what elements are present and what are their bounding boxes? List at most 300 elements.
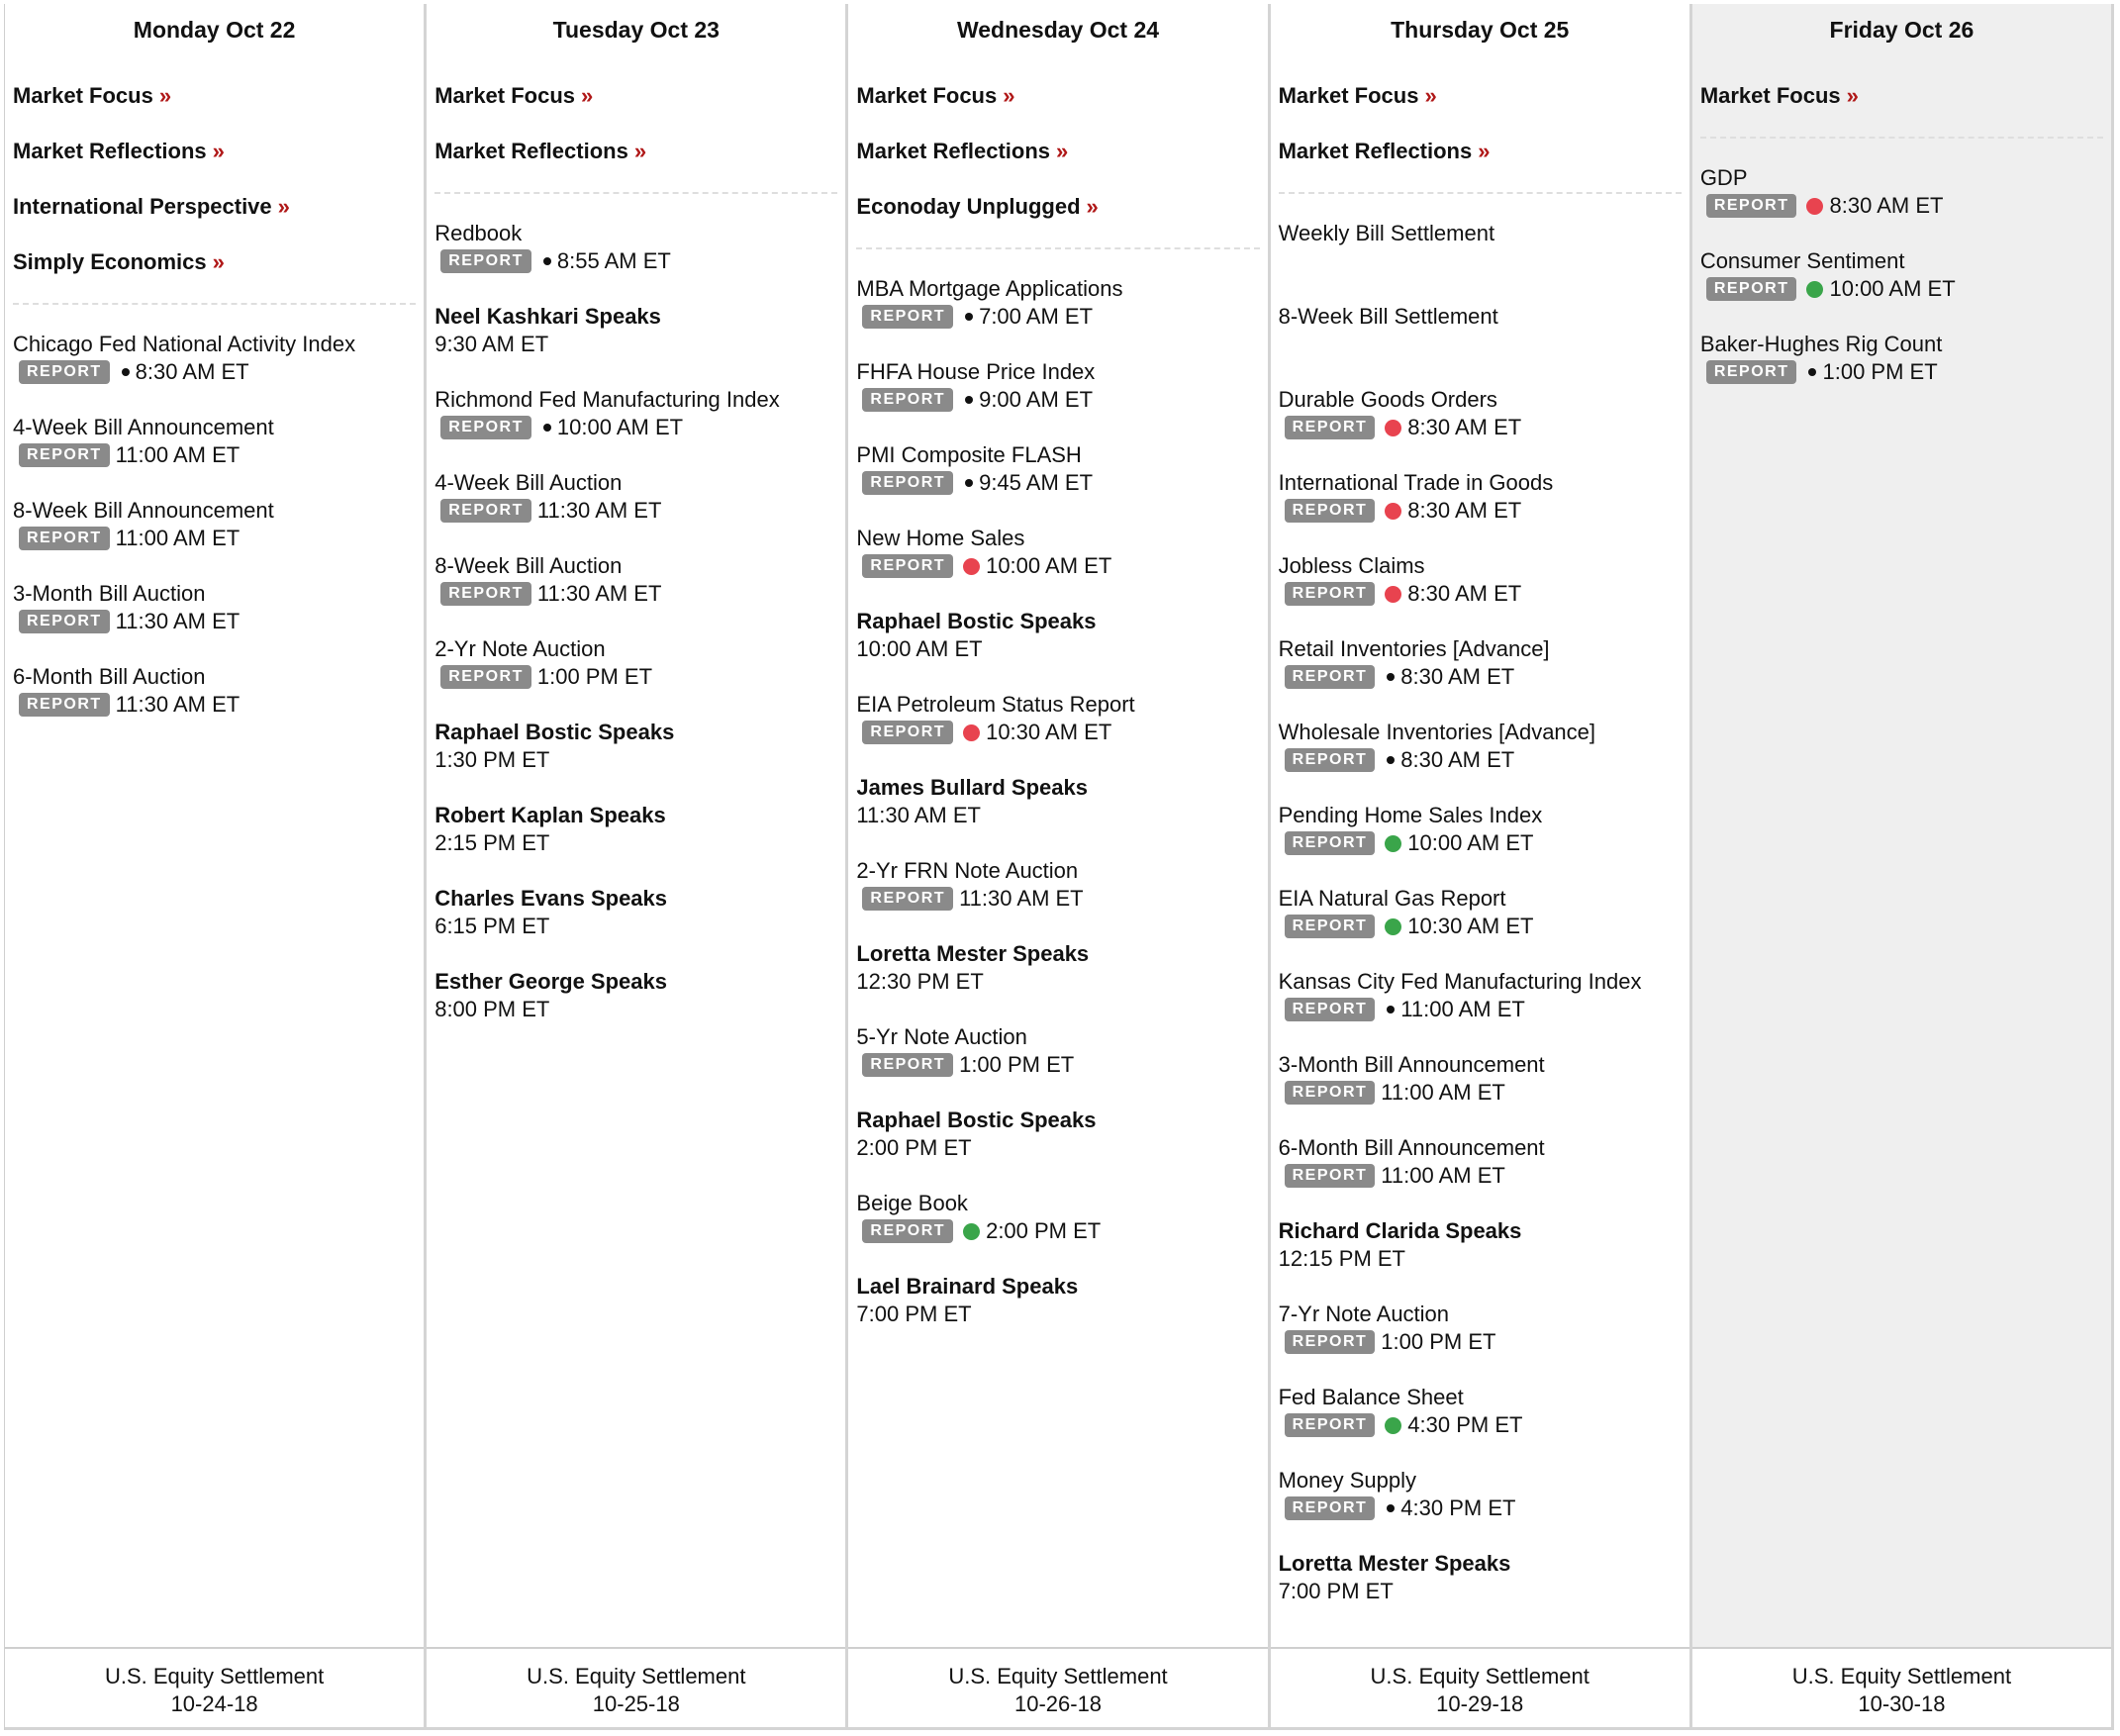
report-badge[interactable]: REPORT: [440, 499, 531, 523]
double-chevron-right-icon: »: [581, 83, 594, 108]
event-title[interactable]: 2-Yr Note Auction: [434, 636, 606, 661]
event-time: 10:00 AM ET: [1407, 830, 1534, 855]
commentary-link-label: Market Focus: [13, 83, 153, 108]
event-time: 2:00 PM ET: [986, 1218, 1102, 1243]
settlement-footer: [427, 1647, 845, 1727]
report-badge[interactable]: REPORT: [1285, 499, 1376, 523]
report-badge[interactable]: REPORT: [1285, 1496, 1376, 1520]
event-title[interactable]: Baker-Hughes Rig Count: [1699, 332, 1943, 356]
calendar-event: [1279, 1134, 1682, 1217]
event-title[interactable]: International Trade in Goods: [1278, 470, 1554, 495]
calendar-event: [1700, 331, 2103, 414]
settlement-date: 10-26-18: [1013, 1691, 1103, 1716]
black-dot-icon: [543, 257, 551, 265]
commentary-link-label: Simply Economics: [13, 249, 207, 274]
report-badge[interactable]: REPORT: [862, 1219, 953, 1243]
speaker-event: [1279, 1217, 1682, 1301]
report-badge[interactable]: REPORT: [440, 416, 531, 439]
report-badge[interactable]: REPORT: [1285, 665, 1376, 689]
event-title: Loretta Mester Speaks: [1278, 1551, 1511, 1576]
report-badge[interactable]: REPORT: [1285, 998, 1376, 1021]
calendar-event: [1279, 220, 1682, 303]
green-dot-icon: [1385, 1417, 1401, 1434]
event-time: 10:30 AM ET: [1407, 914, 1534, 938]
event-title: Robert Kaplan Speaks: [434, 803, 666, 827]
red-dot-icon: [1385, 586, 1401, 603]
event-title[interactable]: Jobless Claims: [1278, 553, 1425, 578]
report-badge[interactable]: REPORT: [862, 554, 953, 578]
day-column: [1692, 4, 2114, 1730]
settlement-footer: [5, 1647, 424, 1727]
speaker-event: [434, 303, 837, 386]
report-badge[interactable]: REPORT: [19, 443, 110, 467]
report-badge[interactable]: REPORT: [1285, 582, 1376, 606]
day-column: [1271, 4, 1692, 1730]
event-time: 11:30 AM ET: [536, 581, 662, 606]
speaker-event: [856, 608, 1259, 691]
event-time: 8:30 AM ET: [1407, 581, 1522, 606]
event-meta: [856, 469, 1259, 497]
calendar-event: [1279, 552, 1682, 635]
event-title[interactable]: Chicago Fed National Activity Index: [13, 332, 356, 356]
event-time: 11:30 AM ET: [856, 803, 981, 827]
calendar-event: [1279, 1301, 1682, 1384]
event-title[interactable]: 5-Yr Note Auction: [856, 1024, 1027, 1049]
commentary-link[interactable]: [13, 249, 416, 305]
event-time: 8:30 AM ET: [1400, 664, 1515, 689]
event-title[interactable]: 8-Week Bill Announcement: [13, 498, 274, 523]
event-time: 6:15 PM ET: [434, 914, 550, 938]
settlement-label: U.S. Equity Settlement: [1791, 1664, 2012, 1688]
commentary-link-label: Market Reflections: [856, 139, 1051, 163]
double-chevron-right-icon: »: [1424, 83, 1437, 108]
event-time: 1:00 PM ET: [1822, 359, 1938, 384]
double-chevron-right-icon: »: [1086, 194, 1099, 219]
report-badge[interactable]: REPORT: [862, 471, 953, 495]
commentary-link-label: Market Focus: [1278, 83, 1419, 108]
report-badge[interactable]: REPORT: [1285, 915, 1376, 938]
commentary-link[interactable]: [856, 139, 1259, 194]
report-badge[interactable]: REPORT: [1285, 1164, 1376, 1188]
speaker-event: [434, 802, 837, 885]
settlement-date: 10-24-18: [170, 1691, 258, 1716]
event-time: 4:30 PM ET: [1400, 1495, 1516, 1520]
event-time: 9:00 AM ET: [979, 387, 1094, 412]
commentary-link[interactable]: [856, 83, 1259, 139]
event-meta: [856, 802, 1259, 829]
event-title: Charles Evans Speaks: [434, 886, 668, 911]
double-chevron-right-icon: »: [1478, 139, 1491, 163]
event-time: 9:30 AM ET: [434, 332, 549, 356]
event-meta: [1279, 663, 1682, 691]
event-title[interactable]: Retail Inventories [Advance]: [1278, 636, 1550, 661]
event-meta: [434, 996, 837, 1023]
event-title[interactable]: MBA Mortgage Applications: [856, 276, 1123, 301]
event-meta: [434, 913, 837, 940]
speaker-event: [856, 1107, 1259, 1190]
event-title[interactable]: EIA Petroleum Status Report: [856, 692, 1135, 717]
event-meta: [13, 525, 416, 552]
day-column: [5, 4, 427, 1730]
event-title[interactable]: 2-Yr FRN Note Auction: [856, 858, 1079, 883]
speaker-event: [1279, 1550, 1682, 1633]
event-meta: [434, 247, 837, 275]
event-meta: [13, 691, 416, 719]
commentary-links: [434, 83, 837, 194]
event-title[interactable]: EIA Natural Gas Report: [1278, 886, 1506, 911]
calendar-event: [856, 1023, 1259, 1107]
econoday-calendar: [4, 4, 2114, 1730]
event-meta: [434, 663, 837, 691]
report-badge[interactable]: REPORT: [19, 360, 110, 384]
event-title[interactable]: Durable Goods Orders: [1278, 387, 1497, 412]
report-badge[interactable]: REPORT: [862, 721, 953, 744]
event-title[interactable]: Redbook: [434, 221, 523, 245]
speaker-event: [434, 885, 837, 968]
day-header: Friday Oct 26: [1829, 17, 1975, 43]
event-meta: [1700, 358, 2103, 386]
event-time: 2:15 PM ET: [434, 830, 550, 855]
event-title: Neel Kashkari Speaks: [434, 304, 661, 329]
event-time: 10:30 AM ET: [986, 720, 1112, 744]
commentary-link-label: Market Reflections: [13, 139, 207, 163]
commentary-link[interactable]: [13, 194, 416, 249]
settlement-footer: [848, 1647, 1267, 1727]
event-title[interactable]: Money Supply: [1278, 1468, 1417, 1493]
green-dot-icon: [963, 1223, 980, 1240]
event-time: 8:00 PM ET: [434, 997, 550, 1021]
commentary-link[interactable]: [434, 83, 837, 139]
commentary-link-label: Market Focus: [1699, 83, 1841, 108]
calendar-event: [1279, 386, 1682, 469]
event-meta: [1279, 996, 1682, 1023]
event-meta: [856, 1301, 1259, 1328]
report-badge[interactable]: REPORT: [862, 887, 953, 911]
commentary-links: [13, 83, 416, 305]
event-time: 7:00 AM ET: [979, 304, 1094, 329]
commentary-link[interactable]: [13, 139, 416, 194]
event-time: 12:30 PM ET: [856, 969, 984, 994]
event-time: 11:30 AM ET: [959, 886, 1084, 911]
speaker-event: [434, 719, 837, 802]
event-time: 4:30 PM ET: [1407, 1412, 1523, 1437]
settlement-date: 10-25-18: [592, 1691, 680, 1716]
event-title[interactable]: 4-Week Bill Auction: [434, 470, 623, 495]
event-title: Lael Brainard Speaks: [856, 1274, 1079, 1299]
event-title[interactable]: Wholesale Inventories [Advance]: [1278, 720, 1596, 744]
event-meta: [1700, 192, 2103, 220]
event-time: 8:30 AM ET: [1829, 193, 1944, 218]
calendar-event: [13, 663, 416, 746]
event-title: Esther George Speaks: [434, 969, 667, 994]
event-meta: [1279, 746, 1682, 774]
event-time: 1:00 PM ET: [959, 1052, 1075, 1077]
commentary-links: [856, 83, 1259, 249]
report-badge[interactable]: REPORT: [1285, 748, 1376, 772]
commentary-link[interactable]: [1279, 83, 1682, 139]
commentary-links: [1700, 83, 2103, 139]
event-meta: [1279, 1245, 1682, 1273]
event-meta: [434, 497, 837, 525]
event-meta: [434, 331, 837, 358]
double-chevron-right-icon: »: [1056, 139, 1069, 163]
green-dot-icon: [1385, 918, 1401, 935]
calendar-event: [13, 497, 416, 580]
commentary-link-label: Market Focus: [434, 83, 576, 108]
event-title[interactable]: Weekly Bill Settlement: [1278, 221, 1495, 245]
commentary-link[interactable]: [1700, 83, 2103, 139]
settlement-date: 10-29-18: [1436, 1691, 1524, 1716]
calendar-event: [1279, 469, 1682, 552]
event-time: 11:00 AM ET: [1400, 997, 1525, 1021]
section-divider: [434, 192, 837, 220]
red-dot-icon: [963, 558, 980, 575]
black-dot-icon: [1808, 368, 1816, 376]
event-title[interactable]: FHFA House Price Index: [856, 359, 1096, 384]
event-meta: [434, 746, 837, 774]
event-meta: [1700, 275, 2103, 303]
event-time: 8:30 AM ET: [1400, 747, 1515, 772]
event-time: 8:55 AM ET: [556, 248, 671, 273]
event-meta: [856, 552, 1259, 580]
settlement-label: U.S. Equity Settlement: [527, 1664, 746, 1688]
commentary-link-label: Market Focus: [856, 83, 998, 108]
calendar-event: [1279, 1384, 1682, 1467]
black-dot-icon: [1387, 1006, 1395, 1013]
settlement-label: U.S. Equity Settlement: [948, 1664, 1168, 1688]
event-meta: [856, 1134, 1259, 1162]
report-badge[interactable]: REPORT: [19, 527, 110, 550]
commentary-link-label: Market Reflections: [434, 139, 628, 163]
calendar-event: [1279, 885, 1682, 968]
commentary-link[interactable]: [434, 139, 837, 194]
report-badge[interactable]: REPORT: [1285, 1330, 1376, 1354]
event-title: Raphael Bostic Speaks: [434, 720, 675, 744]
report-badge[interactable]: REPORT: [862, 305, 953, 329]
day-body: [848, 83, 1267, 1356]
event-title[interactable]: 8-Week Bill Auction: [434, 553, 623, 578]
event-title[interactable]: 6-Month Bill Announcement: [1278, 1135, 1545, 1160]
day-body: [1692, 83, 2111, 414]
event-title: Raphael Bostic Speaks: [856, 609, 1097, 633]
event-time: 8:30 AM ET: [1407, 498, 1522, 523]
red-dot-icon: [963, 724, 980, 741]
event-title: Richard Clarida Speaks: [1278, 1218, 1522, 1243]
day-header: Wednesday Oct 24: [956, 17, 1160, 43]
event-meta: [1279, 580, 1682, 608]
event-meta: [856, 719, 1259, 746]
event-title[interactable]: 3-Month Bill Announcement: [1278, 1052, 1545, 1077]
report-badge[interactable]: REPORT: [1285, 1413, 1376, 1437]
settlement-label: U.S. Equity Settlement: [104, 1664, 325, 1688]
green-dot-icon: [1806, 281, 1823, 298]
event-title[interactable]: 3-Month Bill Auction: [13, 581, 206, 606]
calendar-event: [1700, 247, 2103, 331]
report-badge[interactable]: REPORT: [440, 249, 531, 273]
event-title[interactable]: 8-Week Bill Settlement: [1278, 304, 1498, 329]
event-meta: [856, 885, 1259, 913]
event-meta: [1279, 414, 1682, 441]
event-time: 10:00 AM ET: [1829, 276, 1956, 301]
event-title[interactable]: 4-Week Bill Announcement: [13, 415, 274, 439]
event-meta: [13, 441, 416, 469]
calendar-event: [1279, 635, 1682, 719]
event-time: 10:00 AM ET: [856, 636, 983, 661]
calendar-event: [856, 691, 1259, 774]
double-chevron-right-icon: »: [212, 139, 225, 163]
event-title[interactable]: PMI Composite FLASH: [856, 442, 1082, 467]
report-badge[interactable]: REPORT: [19, 693, 110, 717]
speaker-event: [856, 1273, 1259, 1356]
report-badge[interactable]: REPORT: [440, 665, 531, 689]
calendar-event: [434, 386, 837, 469]
settlement-date: 10-30-18: [1858, 1691, 1946, 1716]
commentary-links: [1279, 83, 1682, 194]
report-badge[interactable]: REPORT: [1285, 831, 1376, 855]
red-dot-icon: [1385, 503, 1401, 520]
commentary-link-label: Market Reflections: [1278, 139, 1473, 163]
event-time: 9:45 AM ET: [979, 470, 1094, 495]
event-meta: [856, 1217, 1259, 1245]
red-dot-icon: [1806, 198, 1823, 215]
event-time: 2:00 PM ET: [856, 1135, 972, 1160]
event-meta: [856, 1051, 1259, 1079]
report-badge[interactable]: REPORT: [1706, 194, 1797, 218]
event-title: James Bullard Speaks: [856, 775, 1088, 800]
event-meta: [434, 829, 837, 857]
double-chevron-right-icon: »: [158, 83, 172, 108]
event-time: 11:00 AM ET: [1381, 1080, 1505, 1105]
event-time: 10:00 AM ET: [986, 553, 1112, 578]
calendar-event: [856, 441, 1259, 525]
report-badge[interactable]: REPORT: [862, 1053, 953, 1077]
event-title[interactable]: Pending Home Sales Index: [1278, 803, 1543, 827]
event-time: 11:00 AM ET: [115, 526, 241, 550]
event-title[interactable]: 7-Yr Note Auction: [1278, 1302, 1450, 1326]
report-badge[interactable]: REPORT: [19, 610, 110, 633]
report-badge[interactable]: REPORT: [862, 388, 953, 412]
black-dot-icon: [965, 479, 973, 487]
event-meta: [856, 968, 1259, 996]
day-header: Thursday Oct 25: [1391, 17, 1570, 43]
event-title: Raphael Bostic Speaks: [856, 1108, 1097, 1132]
report-badge[interactable]: REPORT: [1706, 360, 1797, 384]
speaker-event: [856, 774, 1259, 857]
day-header: Monday Oct 22: [133, 17, 296, 43]
calendar-event: [1279, 1051, 1682, 1134]
commentary-link[interactable]: [1279, 139, 1682, 194]
section-divider: [1700, 137, 2103, 164]
section-divider: [13, 303, 416, 331]
event-title[interactable]: Fed Balance Sheet: [1278, 1385, 1464, 1409]
event-time: 11:00 AM ET: [1381, 1163, 1505, 1188]
black-dot-icon: [1387, 756, 1395, 764]
day-header: Tuesday Oct 23: [552, 17, 720, 43]
event-title[interactable]: 6-Month Bill Auction: [13, 664, 206, 689]
event-meta: [13, 358, 416, 386]
calendar-event: [1700, 164, 2103, 247]
calendar-event: [434, 635, 837, 719]
section-divider: [856, 247, 1259, 275]
event-title[interactable]: Beige Book: [856, 1191, 968, 1215]
calendar-event: [1279, 719, 1682, 802]
event-time: 1:00 PM ET: [536, 664, 653, 689]
event-time: 12:15 PM ET: [1278, 1246, 1405, 1271]
commentary-link[interactable]: [13, 83, 416, 139]
calendar-event: [856, 525, 1259, 608]
event-title: Loretta Mester Speaks: [856, 941, 1090, 966]
event-time: 8:30 AM ET: [135, 359, 249, 384]
event-meta: [1279, 1411, 1682, 1439]
event-meta: [1279, 497, 1682, 525]
event-meta: [856, 635, 1259, 663]
day-body: [1271, 83, 1689, 1633]
report-badge[interactable]: REPORT: [1285, 416, 1376, 439]
event-time: 1:00 PM ET: [1381, 1329, 1496, 1354]
green-dot-icon: [1385, 835, 1401, 852]
settlement-label: U.S. Equity Settlement: [1370, 1664, 1590, 1688]
event-title[interactable]: Kansas City Fed Manufacturing Index: [1278, 969, 1642, 994]
event-time: 11:30 AM ET: [115, 692, 241, 717]
calendar-event: [1279, 802, 1682, 885]
event-meta: [856, 303, 1259, 331]
report-badge[interactable]: REPORT: [1285, 1081, 1376, 1105]
calendar-event: [856, 857, 1259, 940]
black-dot-icon: [543, 424, 551, 432]
black-dot-icon: [1387, 673, 1395, 681]
calendar-event: [856, 1190, 1259, 1273]
settlement-footer: [1271, 1647, 1689, 1727]
calendar-event: [13, 414, 416, 497]
event-title[interactable]: GDP: [1699, 165, 1748, 190]
event-time: 7:00 PM ET: [856, 1302, 972, 1326]
event-title[interactable]: New Home Sales: [856, 526, 1025, 550]
calendar-event: [1279, 968, 1682, 1051]
black-dot-icon: [965, 396, 973, 404]
black-dot-icon: [1387, 1504, 1395, 1512]
double-chevron-right-icon: »: [277, 194, 290, 219]
calendar-event: [1279, 1467, 1682, 1550]
calendar-event: [434, 220, 837, 303]
section-divider: [1279, 192, 1682, 220]
double-chevron-right-icon: »: [212, 249, 225, 274]
day-column: [427, 4, 848, 1730]
calendar-event: [13, 580, 416, 663]
event-meta: [434, 414, 837, 441]
black-dot-icon: [122, 368, 130, 376]
commentary-link-label: International Perspective: [13, 194, 272, 219]
report-badge[interactable]: REPORT: [1706, 277, 1797, 301]
event-meta: [1279, 1578, 1682, 1605]
double-chevron-right-icon: »: [633, 139, 647, 163]
day-body: [5, 83, 424, 746]
event-meta: [1279, 1495, 1682, 1522]
event-time: 10:00 AM ET: [556, 415, 684, 439]
event-time: 8:30 AM ET: [1407, 415, 1522, 439]
calendar-event: [434, 552, 837, 635]
commentary-link[interactable]: [856, 194, 1259, 249]
event-title[interactable]: Richmond Fed Manufacturing Index: [434, 387, 780, 412]
event-time: 7:00 PM ET: [1278, 1579, 1394, 1603]
red-dot-icon: [1385, 420, 1401, 436]
event-time: 11:00 AM ET: [115, 442, 241, 467]
double-chevron-right-icon: »: [1003, 83, 1015, 108]
speaker-event: [434, 968, 837, 1051]
report-badge[interactable]: REPORT: [440, 582, 531, 606]
event-title[interactable]: Consumer Sentiment: [1699, 248, 1905, 273]
event-time: 11:30 AM ET: [536, 498, 662, 523]
day-body: [427, 83, 845, 1051]
